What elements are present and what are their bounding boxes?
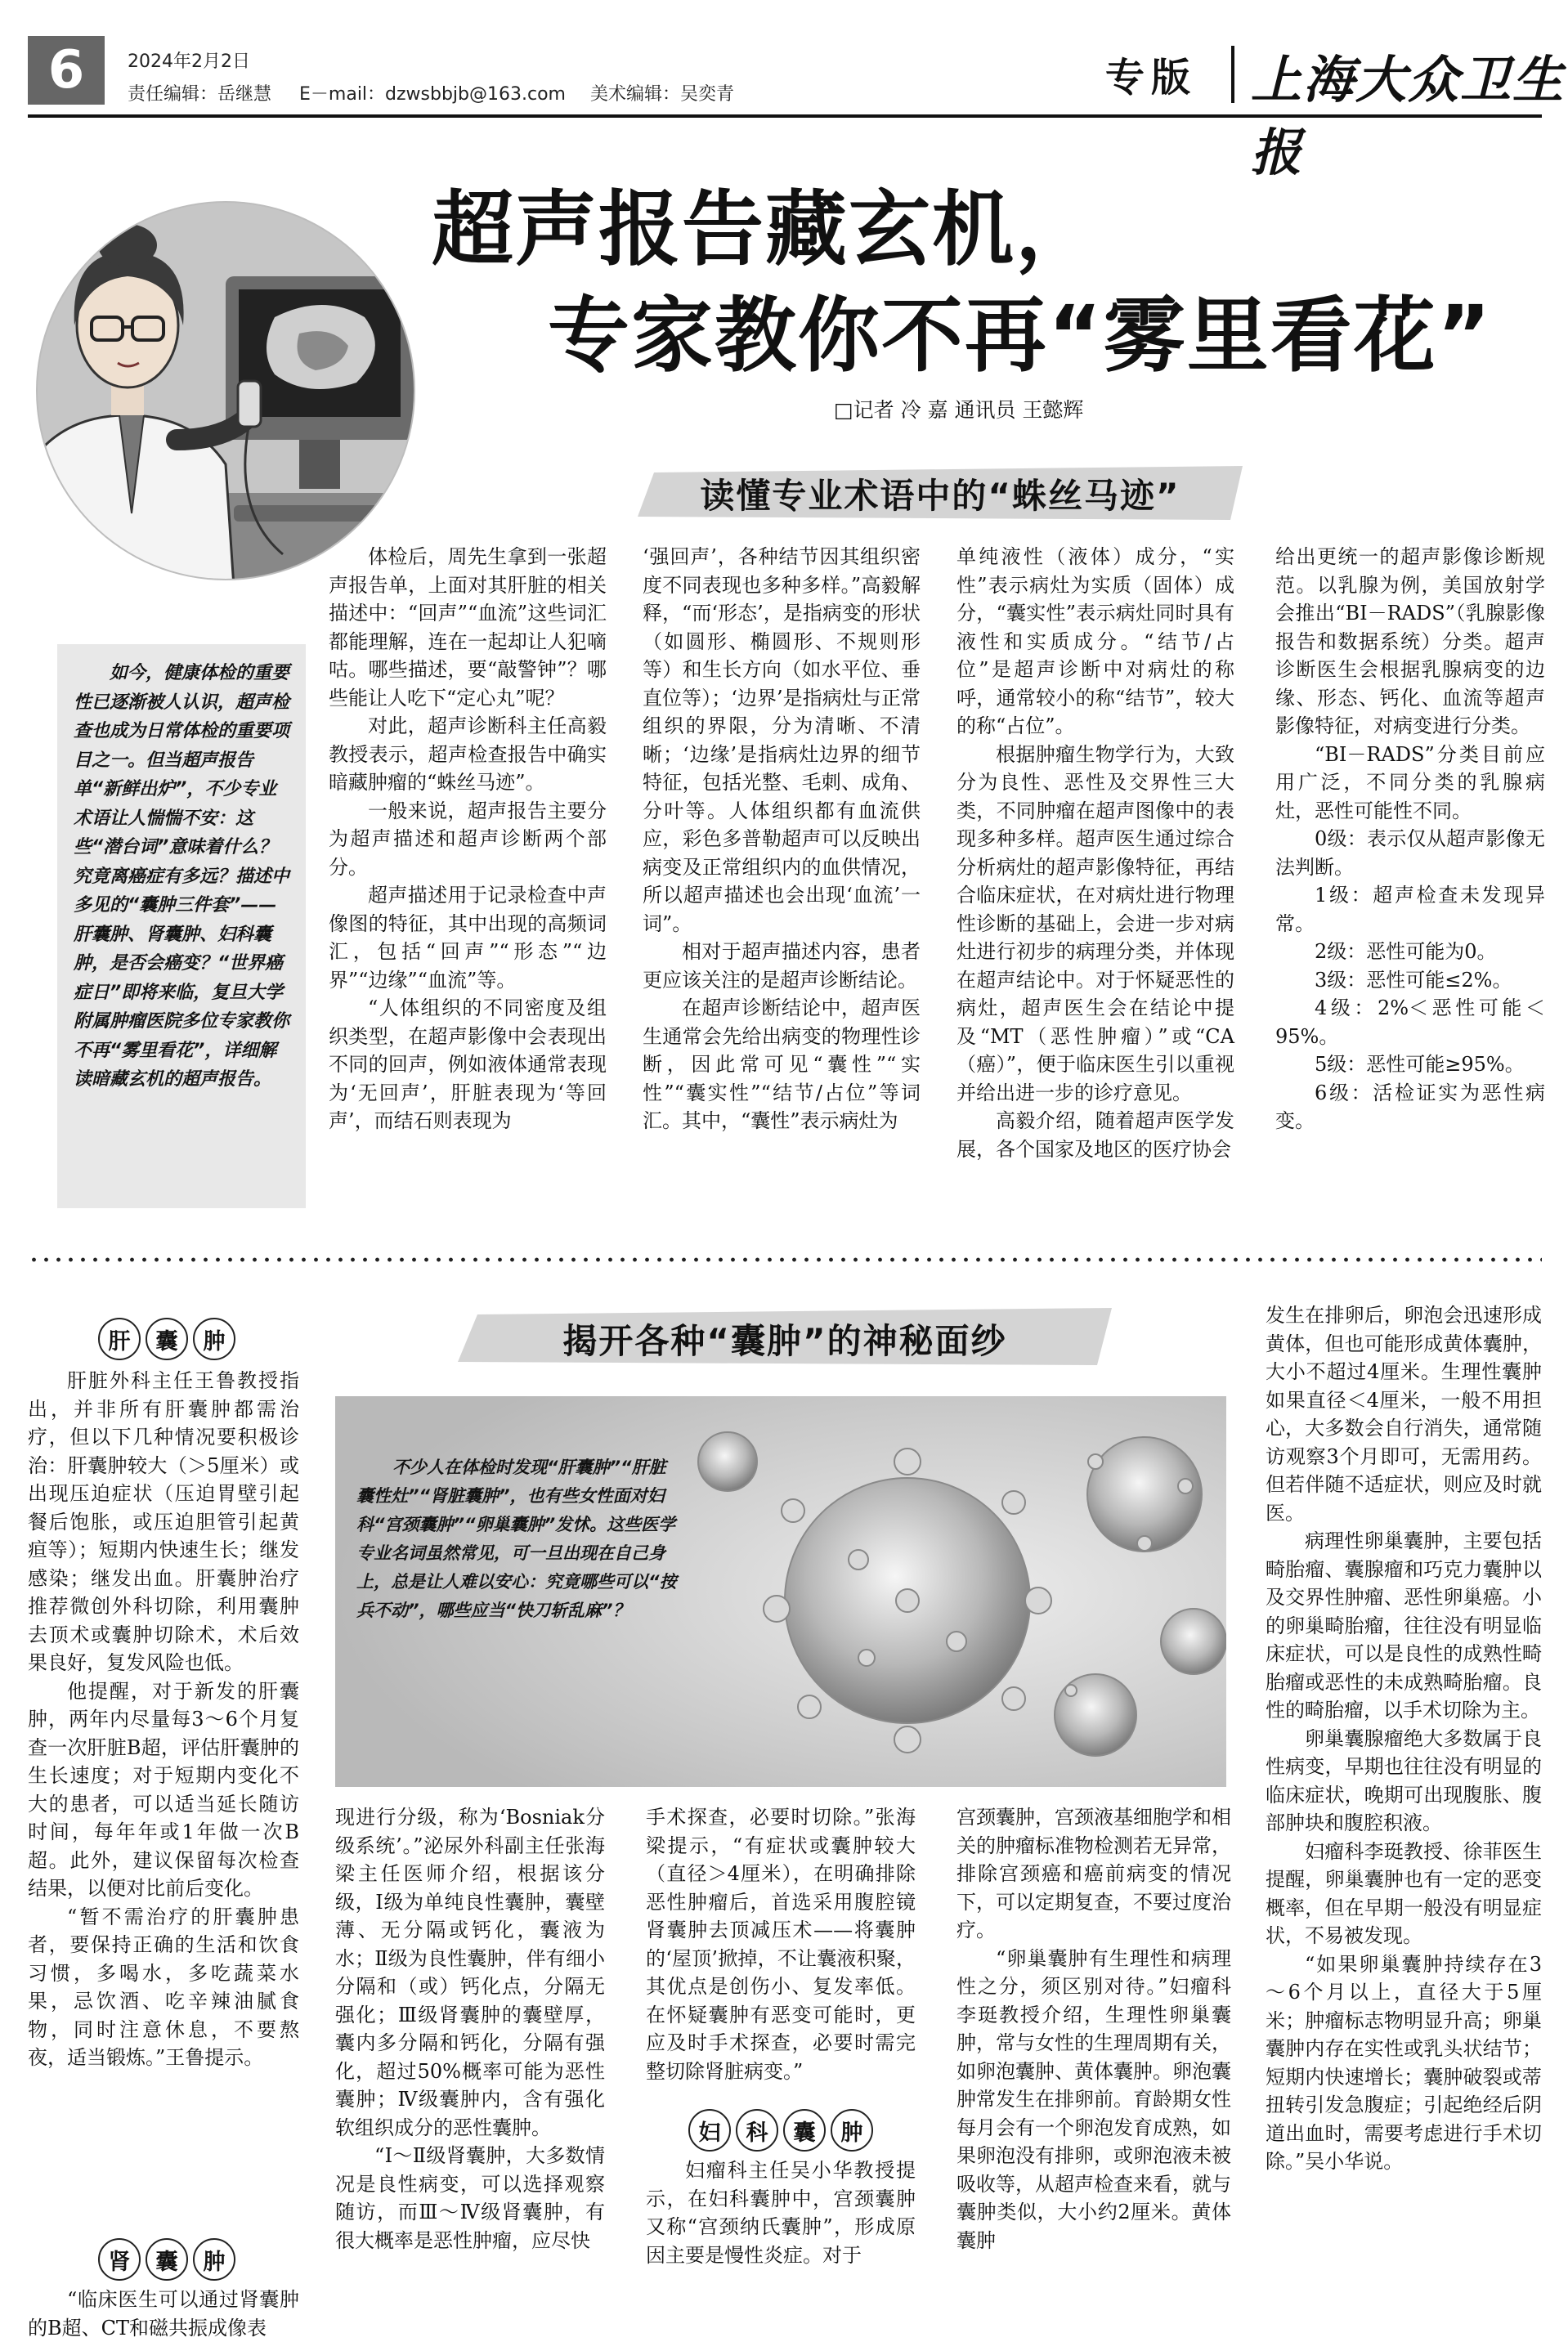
badge-char: 囊: [783, 2109, 826, 2152]
issue-date: 2024年2月2日: [128, 51, 250, 72]
paragraph: 4级：2%＜恶性可能＜95%。: [1275, 996, 1545, 1048]
badge-char: 肾: [98, 2238, 141, 2281]
paragraph: 2级：恶性可能为0。: [1315, 940, 1497, 963]
intro-summary: 如今，健康体检的重要性已逐渐被人认识，超声检查也成为日常体检的重要项目之一。但当超声报告单“新鲜出炉”，不少专业术语让人惴惴不安：这些“潜台词”意味着什么？究竟离癌症有多远？描述中多见的“囊肿三件套”——肝囊肿、肾囊肿、妇科囊肿，是否会癌变？“世界癌症日”即将来临，复旦大学附属肿瘤医院多位专家教你不再“雾里看花”，详细解读暗藏玄机的超声报告。: [57, 644, 306, 1208]
s2-column-2: [335, 1803, 605, 2255]
paragraph: 3级：恶性可能≤2%。: [1315, 968, 1512, 992]
paragraph: 根据肿瘤生物学行为，大致分为良性、恶性及交界性三大类，不同肿瘤在超声图像中的表现多种多样。超声医生通过综合分析病灶的超声影像特征，再结合临床症状，在对病灶进行物理性诊断的基础上，会进一步对病灶进行初步的病理分类，并体现在超声结论中。对于怀疑恶性的病灶，超声医生会在结论中提及“MT（恶性肿瘤）”或“CA（癌）”，便于临床医生引以重视并给出进一步的诊疗意见。: [956, 742, 1234, 1104]
responsible-editor: 责任编辑：岳继慧: [128, 84, 272, 105]
editor-email: E－mail：dzwsbbjb@163.com: [299, 84, 566, 105]
paragraph: 对此，超声诊断科主任高毅教授表示，超声检查报告中确实暗藏肿瘤的“蛛丝马迹”。: [329, 714, 607, 794]
paragraph: “BI－RADS”分类目前应用广泛，不同分类的乳腺病灶，恶性可能性不同。: [1275, 742, 1545, 822]
s1-column-4: [1275, 543, 1545, 1135]
gyn-cyst-badge: [688, 2109, 873, 2152]
badge-char: 囊: [146, 2238, 188, 2281]
paragraph: “卵巢囊肿有生理性和病理性之分，须区别对待。”妇瘤科李珽教授介绍，生理性卵巢囊肿，常与女性的生理周期有关，如卵泡囊肿、黄体囊肿。卵泡囊肿常发生在排卵前。育龄期女性每月会有一个卵泡发育成熟，如果卵泡没有排卵，或卵泡液未被吸收等，从超声检查来看，就与囊肿类似，大小约2厘米。黄体囊肿: [956, 1946, 1231, 2252]
s2-column-4: [956, 1803, 1231, 2255]
newspaper-masthead: 上海大众卫生报: [1251, 50, 1566, 182]
badge-char: 肿: [193, 2238, 235, 2281]
header-divider: [1231, 46, 1234, 103]
paragraph: 妇瘤科主任吴小华教授提示，在妇科囊肿中，宫颈囊肿又称“宫颈纳氏囊肿”，形成原因主要是慢性炎症。对于: [646, 2159, 916, 2267]
section-1-heading-box: [638, 463, 1243, 523]
paragraph: 给出更统一的超声影像诊断规范。以乳腺为例，美国放射学会推出“BI－RADS”（乳腺影像报告和数据系统）分类。超声诊断医生会根据乳腺病变的边缘、形态、钙化、血流等超声影像特征，对病变进行分类。: [1275, 545, 1545, 737]
page-number: 6: [28, 36, 105, 105]
doctor-ultrasound-illustration: [29, 170, 438, 587]
paragraph: 发生在排卵后，卵泡会迅速形成黄体，但也可能形成黄体囊肿，大小不超过4厘米。生理性囊肿如果直径＜4厘米，一般不用担心，大多数会自行消失，通常随访观察3个月即可，无需用药。但若伴随不适症状，则应及时就医。: [1266, 1304, 1542, 1525]
image-caption: 不少人在体检时发现“肝囊肿”“肝脏囊性灶”“肾脏囊肿”，也有些女性面对妇科“宫颈囊肿”“卵巢囊肿”发怵。这些医学专业名词虽然常见，可一旦出现在自己身上，总是让人难以安心：究竟哪些可以“按兵不动”，哪些应当“快刀斩乱麻”？: [356, 1458, 677, 1620]
paragraph: 高毅介绍，随着超声医学发展，各个国家及地区的医疗协会: [956, 1109, 1234, 1161]
paragraph: 妇瘤科李珽教授、徐菲医生提醒，卵巢囊肿也有一定的恶变概率，但在早期一般没有明显症状，不易被发现。: [1266, 1839, 1542, 1947]
paragraph: 超声描述用于记录检查中声像图的特征，其中出现的高频词汇，包括“回声”“形态”“边界”“边缘”“血流”等。: [329, 884, 607, 992]
byline: □记者 冷 嘉 通讯员 王懿辉: [834, 398, 1084, 422]
paragraph: 一般来说，超声报告主要分为超声描述和超声诊断两个部分。: [329, 799, 607, 879]
badge-char: 肝: [98, 1318, 141, 1360]
badge-char: 肿: [193, 1318, 235, 1360]
section-2-heading-box: [458, 1306, 1112, 1368]
s2-column-3: [646, 1803, 916, 2085]
section-2-title: 揭开各种“囊肿”的神秘面纱: [562, 1321, 1007, 1361]
paragraph: 单纯液性（液体）成分，“实性”表示病灶为实质（固体）成分，“囊实性”表示病灶同时具有液性和实质成分。“结节/占位”是超声诊断中对病灶的称呼，通常较小的称“结节”，较大的称“占位”。: [956, 545, 1234, 737]
paragraph: “暂不需治疗的肝囊肿患者，要保持正确的生活和饮食习惯，多喝水，多吃蔬菜水果，忌饮酒、吃辛辣油腻食物，同时注意休息，不要熬夜，适当锻炼。”王鲁提示。: [28, 1905, 299, 2069]
headline-line-2: 专家教你不再“雾里看花”: [548, 288, 1493, 383]
gyn-cyst-text: [646, 2156, 916, 2269]
section-label: 专版: [1105, 55, 1198, 101]
kidney-cyst-badge: [98, 2238, 235, 2281]
badge-char: 科: [736, 2109, 778, 2152]
paragraph: “临床医生可以通过肾囊肿的B超、CT和磁共振成像表: [28, 2288, 299, 2340]
badge-char: 肿: [831, 2109, 873, 2152]
liver-cyst-badge: [98, 1318, 235, 1360]
kidney-cyst-text-start: [28, 2286, 299, 2342]
s1-column-3: [956, 543, 1234, 1163]
paragraph: 手术探查，必要时切除。”张海梁提示，“有症状或囊肿较大（直径＞4厘米），在明确排除恶性肿瘤后，首选采用腹腔镜肾囊肿去顶减压术——将囊肿的‘屋顶’掀掉，不让囊液积聚，其优点是创伤小、复发率低。在怀疑囊肿有恶变可能时，更应及时手术探查，必要时需完整切除肾脏病变。”: [646, 1806, 916, 2083]
paragraph: 0级：表示仅从超声影像无法判断。: [1275, 827, 1545, 879]
paragraph: 肝脏外科主任王鲁教授指出，并非所有肝囊肿都需治疗，但以下几种情况要积极诊治：肝囊肿较大（＞5厘米）或出现压迫症状（压迫胃壁引起餐后饱胀，或压迫胆管引起黄疸等）；短期内快速生长；继发感染；继发出血。肝囊肿治疗推荐微创外科切除，利用囊肿去顶术或囊肿切除术，术后效果良好，复发风险也低。: [28, 1369, 299, 1674]
paragraph: 体检后，周先生拿到一张超声报告单，上面对其肝脏的相关描述中：“回声”“血流”这些词汇都能理解，连在一起却让人犯嘀咕。哪些描述，要“敲警钟”？哪些能让人吃下“定心丸”呢？: [329, 545, 607, 710]
paragraph: 5级：恶性可能≥95%。: [1315, 1053, 1525, 1076]
headline-line-1: 超声报告藏玄机，: [432, 181, 1099, 277]
paragraph: “如果卵巢囊肿持续存在3～6个月以上，直径大于5厘米；肿瘤标志物明显升高；卵巢囊肿内存在实性或乳头状结节；短期内快速增长；囊肿破裂或蒂扭转引发急腹症；引起绝经后阴道出血时，需要考虑进行手术切除。”吴小华说。: [1266, 1952, 1542, 2173]
paragraph: 在超声诊断结论中，超声医生通常会先给出病变的物理性诊断，因此常可见“囊性”“实性”“囊实性”“结节/占位”等词汇。其中，“囊性”表示病灶为: [643, 996, 921, 1132]
s1-column-2: [643, 543, 921, 1135]
header-rule: [28, 114, 1542, 118]
paragraph: 1级：超声检查未发现异常。: [1275, 884, 1545, 935]
paragraph: 卵巢囊腺瘤绝大多数属于良性病变，早期也往往没有明显的临床症状，晚期可出现腹胀、腹部肿块和腹腔积液。: [1266, 1726, 1542, 1834]
section-divider: [28, 1257, 1542, 1262]
s2-column-5: [1266, 1301, 1542, 2176]
paragraph: 6级：活检证实为恶性病变。: [1275, 1081, 1545, 1132]
paragraph: 他提醒，对于新发的肝囊肿，两年内尽量每3～6个月复查一次肝脏B超，评估肝囊肿的生长速度；对于短期内变化不大的患者，可以适当延长随访时间，每年年或1年做一次B超。此外，建议保留每次检查结果，以便对比前后变化。: [28, 1679, 299, 1900]
paragraph: 相对于超声描述内容，患者更应该关注的是超声诊断结论。: [643, 940, 921, 992]
paragraph: “人体组织的不同密度及组织类型，在超声影像中会表现出不同的回声，例如液体通常表现为‘无回声’，肝脏表现为‘等回声’，而结石则表现为: [329, 996, 607, 1132]
paragraph: “Ⅰ～Ⅱ级肾囊肿，大多数情况是良性病变，可以选择观察随访，而Ⅲ～Ⅳ级肾囊肿，有很大概率是恶性肿瘤，应尽快: [335, 2144, 605, 2252]
badge-char: 妇: [688, 2109, 731, 2152]
s1-column-1: [329, 543, 607, 1135]
section-1-title: 读懂专业术语中的“蛛丝马迹”: [700, 476, 1180, 516]
liver-cyst-text: [28, 1367, 299, 2072]
paragraph: 宫颈囊肿，宫颈液基细胞学和相关的肿瘤标准物检测若无异常，排除宫颈癌和癌前病变的情况下，可以定期复查，不要过度治疗。: [956, 1806, 1231, 1941]
paragraph: 病理性卵巢囊肿，主要包括畸胎瘤、囊腺瘤和巧克力囊肿以及交界性肿瘤、恶性卵巢癌。小的卵巢畸胎瘤，往往没有明显临床症状，可以是良性的成熟性畸胎瘤或恶性的未成熟畸胎瘤。良性的畸胎瘤，以手术切除为主。: [1266, 1529, 1542, 1722]
paragraph: ‘强回声’，各种结节因其组织密度不同表现也多种多样。”高毅解释，“而‘形态’，是指病变的形状（如圆形、椭圆形、不规则形等）和生长方向（如水平位、垂直位等）；‘边界’是指病灶与正常组织的界限，分为清晰、不清晰；‘边缘’是指病灶边界的细节特征，包括光整、毛刺、成角、分叶等。人体组织都有血流供应，彩色多普勒超声可以反映出病变及正常组织内的血供情况，所以超声描述也会出现‘血流’一词”。: [643, 545, 921, 935]
art-editor: 美术编辑：吴奕青: [590, 84, 735, 105]
paragraph: 现进行分级，称为‘Bosniak分级系统’。”泌尿外科副主任张海梁主任医师介绍，根据该分级，Ⅰ级为单纯良性囊肿，囊壁薄、无分隔或钙化，囊液为水；Ⅱ级为良性囊肿，伴有细小分隔和（或）钙化点，分隔无强化；Ⅲ级肾囊肿的囊壁厚，囊内多分隔和钙化，分隔有强化，超过50%概率可能为恶性囊肿；Ⅳ级囊肿内，含有强化软组织成分的恶性囊肿。: [335, 1806, 605, 2139]
badge-char: 囊: [146, 1318, 188, 1360]
